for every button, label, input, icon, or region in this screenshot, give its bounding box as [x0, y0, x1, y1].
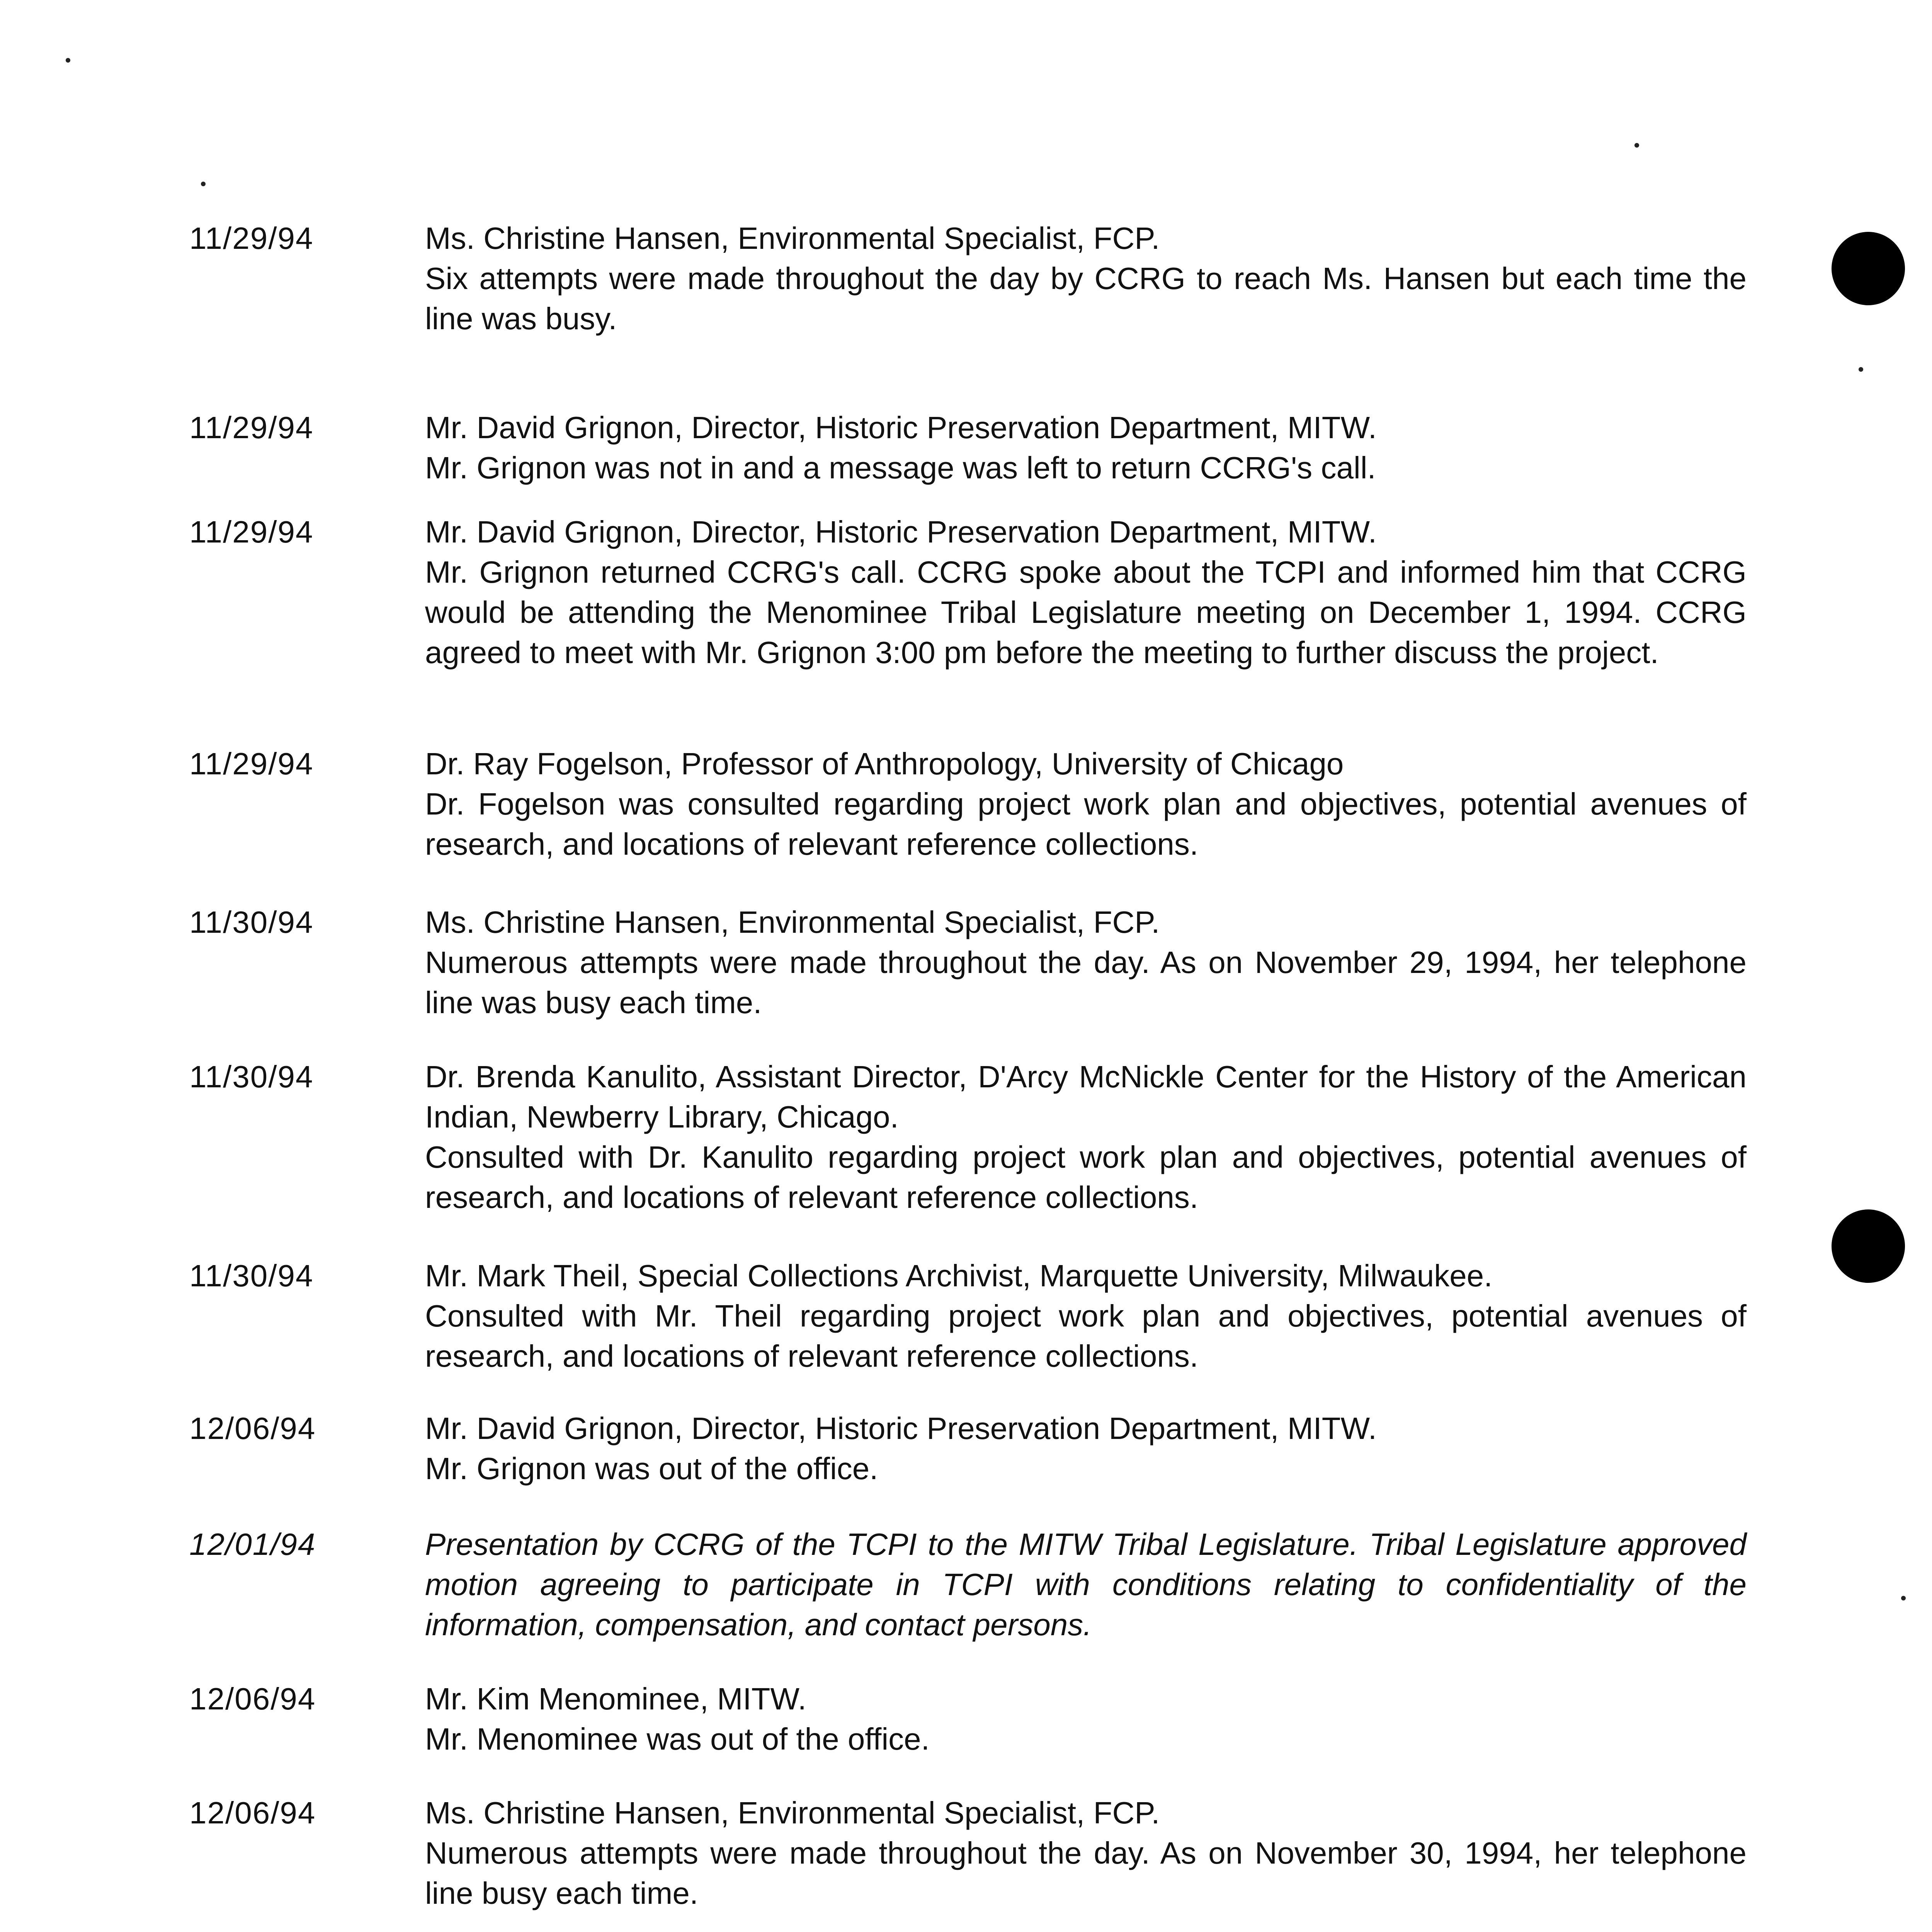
entry-date: 12/01/94: [189, 1527, 316, 1561]
entry-contact: Mr. David Grignon, Director, Historic Preservation Department, MITW.: [425, 515, 1377, 549]
entry-date: 11/29/94: [189, 410, 314, 445]
entry-notes: Mr. Grignon was out of the office.: [425, 1451, 878, 1486]
punch-hole-middle: [1832, 1209, 1905, 1283]
entry-contact: Mr. David Grignon, Director, Historic Preservation Department, MITW.: [425, 1411, 1377, 1446]
entry-notes: Consulted with Dr. Kanulito regarding project work plan and objectives, potential avenues of research, and locations of relevant reference collections.: [425, 1140, 1747, 1214]
scan-speck: [201, 182, 206, 186]
scan-speck: [1634, 143, 1639, 148]
entry-body: [425, 1793, 1747, 1913]
entry-body: [425, 744, 1747, 864]
entry-body: [425, 1524, 1747, 1645]
entry-body: [425, 1679, 1747, 1759]
entry-date: 11/29/94: [189, 747, 314, 781]
entry-notes: Mr. Grignon returned CCRG's call. CCRG spoke about the TCPI and informed him that CCRG would be attending the Menominee Tribal Legislature meeting on December 1, 1994. CCRG agreed to meet with Mr. Grignon 3:00 pm before the meeting to further discuss the project.: [425, 555, 1747, 670]
entry-date: 11/30/94: [189, 905, 314, 939]
entry-notes: Numerous attempts were made throughout the day. As on November 29, 1994, her telephone line was busy each time.: [425, 945, 1747, 1020]
entry-notes: Mr. Grignon was not in and a message was left to return CCRG's call.: [425, 451, 1376, 485]
entry-contact: Mr. David Grignon, Director, Historic Preservation Department, MITW.: [425, 410, 1377, 445]
entry-notes: Dr. Fogelson was consulted regarding project work plan and objectives, potential avenues of research, and locations of relevant reference collections.: [425, 787, 1747, 861]
entry-body: [425, 512, 1747, 673]
entry-body: [425, 1256, 1747, 1376]
entry-contact: Mr. Kim Menominee, MITW.: [425, 1682, 806, 1716]
scan-speck: [1859, 367, 1863, 372]
entry-contact: Dr. Brenda Kanulito, Assistant Director, D'Arcy McNickle Center for the History of the American Indian, Newberry Library, Chicago.: [425, 1060, 1747, 1134]
entry-notes: Consulted with Mr. Theil regarding project work plan and objectives, potential avenues of research, and locations of relevant reference collections.: [425, 1299, 1747, 1373]
entry-date: 11/30/94: [189, 1060, 314, 1094]
entry-contact: Mr. Mark Theil, Special Collections Archivist, Marquette University, Milwaukee.: [425, 1259, 1493, 1293]
entry-date: 11/29/94: [189, 515, 314, 549]
entry-contact: Ms. Christine Hansen, Environmental Specialist, FCP.: [425, 1796, 1160, 1830]
entry-body: [425, 1057, 1747, 1218]
entry-notes: Six attempts were made throughout the day by CCRG to reach Ms. Hansen but each time the line was busy.: [425, 261, 1747, 336]
entry-date: 12/06/94: [189, 1682, 316, 1716]
entry-contact: Ms. Christine Hansen, Environmental Specialist, FCP.: [425, 905, 1160, 939]
entry-date: 12/06/94: [189, 1796, 316, 1830]
entry-body: [425, 218, 1747, 339]
entry-notes: Presentation by CCRG of the TCPI to the MITW Tribal Legislature. Tribal Legislature approved motion agreeing to participate in TCPI with conditions relating to confidentiality of the information, compensation, and contact persons.: [425, 1527, 1747, 1642]
scan-speck: [1901, 1596, 1906, 1600]
scan-speck: [66, 58, 70, 63]
entry-body: [425, 408, 1747, 488]
entry-notes: Numerous attempts were made throughout the day. As on November 30, 1994, her telephone line busy each time.: [425, 1836, 1747, 1910]
entry-date: 12/06/94: [189, 1411, 316, 1446]
entry-date: 11/29/94: [189, 221, 314, 255]
punch-hole-top: [1832, 232, 1905, 305]
entry-body: [425, 1408, 1747, 1489]
entry-date: 11/30/94: [189, 1259, 314, 1293]
entry-body: [425, 902, 1747, 1023]
entry-contact: Dr. Ray Fogelson, Professor of Anthropology, University of Chicago: [425, 747, 1344, 781]
entry-contact: Ms. Christine Hansen, Environmental Specialist, FCP.: [425, 221, 1160, 255]
entry-notes: Mr. Menominee was out of the office.: [425, 1722, 930, 1756]
